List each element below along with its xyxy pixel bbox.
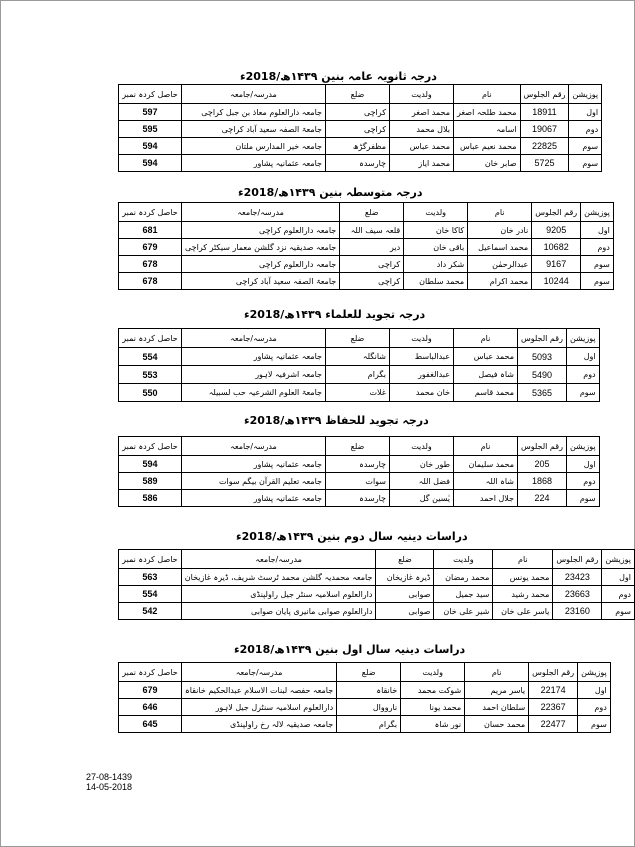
name-cell: یاسر علی خان xyxy=(493,603,553,620)
father-name-cell: بلال محمد xyxy=(390,121,454,138)
table-header-row xyxy=(119,437,600,456)
marks-cell: 645 xyxy=(119,716,182,733)
father-name-cell: محمد رمضان xyxy=(434,569,493,586)
madrasa-cell: جامعہ دارالعلوم کراچی xyxy=(182,256,340,273)
father-name-cell: عبدالغفور xyxy=(390,366,454,384)
position-cell: دوم xyxy=(566,473,599,490)
name-cell: محمد عباس xyxy=(454,348,518,366)
district-cell: کراچی xyxy=(326,104,390,121)
header-father-name: ولدیت xyxy=(434,550,493,569)
roll-number-cell: 18911 xyxy=(520,104,569,121)
roll-number-cell: 10682 xyxy=(532,239,581,256)
table-row xyxy=(119,699,611,716)
madrasa-cell: جامعہ عثمانیہ پشاور xyxy=(182,490,326,507)
position-cell: اول xyxy=(578,682,611,699)
header-district: ضلع xyxy=(376,550,434,569)
marks-cell: 586 xyxy=(119,490,182,507)
header-father-name: ولدیت xyxy=(390,437,454,456)
table-row xyxy=(119,138,602,155)
header-name: نام xyxy=(454,437,518,456)
table-row xyxy=(119,366,600,384)
header-marks: حاصل کردہ نمبر xyxy=(119,203,182,222)
marks-cell: 594 xyxy=(119,155,182,172)
table-row xyxy=(119,456,600,473)
header-father-name: ولدیت xyxy=(390,85,454,104)
header-position: پوزیشن xyxy=(578,663,611,682)
roll-number-cell: 205 xyxy=(518,456,567,473)
district-cell: سوات xyxy=(326,473,390,490)
results-table xyxy=(118,549,635,620)
footer-date-gregorian: 14-05-2018 xyxy=(86,782,133,792)
position-cell: اول xyxy=(581,222,614,239)
header-father-name: ولدیت xyxy=(390,329,454,348)
name-cell: صابر خان xyxy=(454,155,521,172)
district-cell: چارسدہ xyxy=(326,490,390,507)
header-name: نام xyxy=(493,550,553,569)
father-name-cell: کاکا خان xyxy=(404,222,468,239)
position-cell: دوم xyxy=(581,239,614,256)
header-madrasa: مدرسہ/جامعہ xyxy=(182,437,326,456)
footer-date-hijri: 27-08-1439 xyxy=(86,772,133,782)
position-cell: دوم xyxy=(566,366,599,384)
section-title: دراسات دینیہ سال اول بنین ۱۴۳۹ھ/2018ء xyxy=(234,643,466,656)
header-position: پوزیشن xyxy=(566,329,599,348)
position-cell: اول xyxy=(569,104,602,121)
header-name: نام xyxy=(454,85,521,104)
header-roll-number: رقم الجلوس xyxy=(553,550,602,569)
madrasa-cell: جامعہ دارالعلوم معاذ بن جبل کراچی xyxy=(182,104,326,121)
district-cell: خانقاہ xyxy=(337,682,401,699)
district-cell: صوابی xyxy=(376,586,434,603)
father-name-cell: محمد عباس xyxy=(390,138,454,155)
father-name-cell: فضل اللہ xyxy=(390,473,454,490)
district-cell: کراچی xyxy=(340,273,404,290)
header-name: نام xyxy=(454,329,518,348)
header-roll-number: رقم الجلوس xyxy=(518,329,567,348)
roll-number-cell: 5725 xyxy=(520,155,569,172)
madrasa-cell: جامعہ تعلیم القرآن بیگم سوات xyxy=(182,473,326,490)
father-name-cell: عبدالباسط xyxy=(390,348,454,366)
header-position: پوزیشن xyxy=(566,437,599,456)
madrasa-cell: دارالعلوم صوابی مانیری پایان صوابی xyxy=(181,603,376,620)
header-father-name: ولدیت xyxy=(404,203,468,222)
table-header-row xyxy=(119,663,611,682)
district-cell: دیر xyxy=(340,239,404,256)
results-table xyxy=(118,328,600,402)
father-name-cell: سید جمیل xyxy=(434,586,493,603)
father-name-cell: طور خان xyxy=(390,456,454,473)
position-cell: سوم xyxy=(602,603,635,620)
position-cell: اول xyxy=(566,348,599,366)
madrasa-cell: جامعہ اشرفیہ لاہور xyxy=(182,366,326,384)
marks-cell: 542 xyxy=(119,603,182,620)
roll-number-cell: 23423 xyxy=(553,569,602,586)
marks-cell: 550 xyxy=(119,384,182,402)
table-row xyxy=(119,682,611,699)
marks-cell: 681 xyxy=(119,222,182,239)
position-cell: سوم xyxy=(581,256,614,273)
table-row xyxy=(119,104,602,121)
father-name-cell: محمد اصغر xyxy=(390,104,454,121)
district-cell: بگرام xyxy=(337,716,401,733)
roll-number-cell: 23663 xyxy=(553,586,602,603)
madrasa-cell: دارالعلوم اسلامیہ سنٹر جیل راولپنڈی xyxy=(181,586,376,603)
header-madrasa: مدرسہ/جامعہ xyxy=(181,550,376,569)
district-cell: چارسدہ xyxy=(326,456,390,473)
header-madrasa: مدرسہ/جامعہ xyxy=(182,85,326,104)
position-cell: دوم xyxy=(569,121,602,138)
table-row xyxy=(119,222,614,239)
position-cell: سوم xyxy=(569,155,602,172)
roll-number-cell: 9205 xyxy=(532,222,581,239)
header-district: ضلع xyxy=(337,663,401,682)
madrasa-cell: جامعۃ الصفہ سعید آباد کراچی xyxy=(182,273,340,290)
marks-cell: 553 xyxy=(119,366,182,384)
position-cell: دوم xyxy=(602,586,635,603)
father-name-cell: محمد ایاز xyxy=(390,155,454,172)
position-cell: سوم xyxy=(566,490,599,507)
roll-number-cell: 5093 xyxy=(518,348,567,366)
header-position: پوزیشن xyxy=(569,85,602,104)
table-row xyxy=(119,603,635,620)
header-name: نام xyxy=(468,203,532,222)
header-position: پوزیشن xyxy=(581,203,614,222)
header-marks: حاصل کردہ نمبر xyxy=(119,329,182,348)
name-cell: عبدالرحمٰن xyxy=(468,256,532,273)
position-cell: اول xyxy=(566,456,599,473)
father-name-cell: باقی خان xyxy=(404,239,468,256)
madrasa-cell: جامعہ حفصہ لبنات الاسلام عبدالحکیم خانقاہ xyxy=(182,682,337,699)
roll-number-cell: 1868 xyxy=(518,473,567,490)
name-cell: سلطان احمد xyxy=(465,699,529,716)
father-name-cell: شیر علی خان xyxy=(434,603,493,620)
header-position: پوزیشن xyxy=(602,550,635,569)
district-cell: قلعہ سیف اللہ xyxy=(340,222,404,239)
name-cell: جلال احمد xyxy=(454,490,518,507)
table-header-row xyxy=(119,203,614,222)
table-row xyxy=(119,569,635,586)
results-table xyxy=(118,662,611,733)
table-header-row xyxy=(119,550,635,569)
header-district: ضلع xyxy=(326,437,390,456)
father-name-cell: محمد یونا xyxy=(401,699,465,716)
table-header-row xyxy=(119,85,602,104)
name-cell: شاہ فیصل xyxy=(454,366,518,384)
name-cell: محمد یونس xyxy=(493,569,553,586)
marks-cell: 554 xyxy=(119,586,182,603)
name-cell: محمد طلحہ اصغر xyxy=(454,104,521,121)
madrasa-cell: جامعۃ العلوم الشرعیہ حب لسبیلہ xyxy=(182,384,326,402)
name-cell: محمد حسان xyxy=(465,716,529,733)
marks-cell: 589 xyxy=(119,473,182,490)
madrasa-cell: جامعہ عثمانیہ پشاور xyxy=(182,155,326,172)
name-cell: محمد رشید xyxy=(493,586,553,603)
madrasa-cell: جامعہ خیر المدارس ملتان xyxy=(182,138,326,155)
table-row xyxy=(119,490,600,507)
header-roll-number: رقم الجلوس xyxy=(520,85,569,104)
father-name-cell: یٰسین گل xyxy=(390,490,454,507)
name-cell: شاہ اللہ xyxy=(454,473,518,490)
table-row xyxy=(119,348,600,366)
district-cell: کراچی xyxy=(340,256,404,273)
father-name-cell: شکر داد xyxy=(404,256,468,273)
roll-number-cell: 10244 xyxy=(532,273,581,290)
name-cell: محمد نعیم عباس xyxy=(454,138,521,155)
roll-number-cell: 5365 xyxy=(518,384,567,402)
section-title: دراسات دینیہ سال دوم بنین ۱۴۳۹ھ/2018ء xyxy=(236,530,468,543)
madrasa-cell: جامعہ صدیقیہ نزد گلشن معمار سیکٹر کراچی xyxy=(182,239,340,256)
marks-cell: 678 xyxy=(119,273,182,290)
table-row xyxy=(119,586,635,603)
header-roll-number: رقم الجلوس xyxy=(518,437,567,456)
table-row xyxy=(119,155,602,172)
roll-number-cell: 9167 xyxy=(532,256,581,273)
table-row xyxy=(119,716,611,733)
madrasa-cell: دارالعلوم اسلامیہ سنٹرل جیل لاہور xyxy=(182,699,337,716)
name-cell: محمد اکرام xyxy=(468,273,532,290)
district-cell: بگرام xyxy=(326,366,390,384)
district-cell: کراچی xyxy=(326,121,390,138)
name-cell: محمد اسماعیل xyxy=(468,239,532,256)
position-cell: سوم xyxy=(578,716,611,733)
table-row xyxy=(119,239,614,256)
position-cell: سوم xyxy=(569,138,602,155)
father-name-cell: نور شاہ xyxy=(401,716,465,733)
madrasa-cell: جامعہ صدیقیہ لالہ رخ راولپنڈی xyxy=(182,716,337,733)
header-marks: حاصل کردہ نمبر xyxy=(119,663,182,682)
madrasa-cell: جامعہ عثمانیہ پشاور xyxy=(182,456,326,473)
madrasa-cell: جامعہ دارالعلوم کراچی xyxy=(182,222,340,239)
position-cell: سوم xyxy=(581,273,614,290)
marks-cell: 646 xyxy=(119,699,182,716)
results-table xyxy=(118,436,600,507)
name-cell: نادر خان xyxy=(468,222,532,239)
marks-cell: 563 xyxy=(119,569,182,586)
marks-cell: 679 xyxy=(119,239,182,256)
header-roll-number: رقم الجلوس xyxy=(532,203,581,222)
roll-number-cell: 22367 xyxy=(529,699,578,716)
roll-number-cell: 22477 xyxy=(529,716,578,733)
header-marks: حاصل کردہ نمبر xyxy=(119,437,182,456)
header-marks: حاصل کردہ نمبر xyxy=(119,85,182,104)
header-district: ضلع xyxy=(340,203,404,222)
roll-number-cell: 19067 xyxy=(520,121,569,138)
district-cell: ڈیرہ غازیخان xyxy=(376,569,434,586)
madrasa-cell: جامعہ عثمانیہ پشاور xyxy=(182,348,326,366)
name-cell: محمد قاسم xyxy=(454,384,518,402)
table-row xyxy=(119,121,602,138)
father-name-cell: شوکت محمد xyxy=(401,682,465,699)
madrasa-cell: جامعۃ الصفہ سعید آباد کراچی xyxy=(182,121,326,138)
roll-number-cell: 224 xyxy=(518,490,567,507)
table-row xyxy=(119,384,600,402)
marks-cell: 678 xyxy=(119,256,182,273)
district-cell: غلات xyxy=(326,384,390,402)
table-row xyxy=(119,473,600,490)
marks-cell: 597 xyxy=(119,104,182,121)
marks-cell: 594 xyxy=(119,138,182,155)
name-cell: محمد سلیمان xyxy=(454,456,518,473)
roll-number-cell: 5490 xyxy=(518,366,567,384)
table-row xyxy=(119,273,614,290)
header-district: ضلع xyxy=(326,85,390,104)
marks-cell: 595 xyxy=(119,121,182,138)
table-header-row xyxy=(119,329,600,348)
marks-cell: 594 xyxy=(119,456,182,473)
section-title: درجہ تجوید للحفاظ ۱۴۳۹ھ/2018ء xyxy=(244,414,429,427)
madrasa-cell: جامعہ محمدیہ گلشن محمد ٹرسٹ شریف، ڈیرہ غازیخان xyxy=(181,569,376,586)
position-cell: دوم xyxy=(578,699,611,716)
position-cell: اول xyxy=(602,569,635,586)
results-table xyxy=(118,202,614,290)
header-madrasa: مدرسہ/جامعہ xyxy=(182,329,326,348)
marks-cell: 679 xyxy=(119,682,182,699)
position-cell: سوم xyxy=(566,384,599,402)
district-cell: صوابی xyxy=(376,603,434,620)
header-name: نام xyxy=(465,663,529,682)
district-cell: شانگلہ xyxy=(326,348,390,366)
district-cell: چارسدہ xyxy=(326,155,390,172)
name-cell: یاسر مریم xyxy=(465,682,529,699)
marks-cell: 554 xyxy=(119,348,182,366)
header-father-name: ولدیت xyxy=(401,663,465,682)
table-row xyxy=(119,256,614,273)
header-madrasa: مدرسہ/جامعہ xyxy=(182,663,337,682)
section-title: درجہ تجوید للعلماء ۱۴۳۹ھ/2018ء xyxy=(244,308,426,321)
district-cell: مظفرگڑھ xyxy=(326,138,390,155)
father-name-cell: محمد سلطان xyxy=(404,273,468,290)
header-madrasa: مدرسہ/جامعہ xyxy=(182,203,340,222)
header-district: ضلع xyxy=(326,329,390,348)
section-title: درجہ ثانویہ عامہ بنین ۱۴۳۹ھ/2018ء xyxy=(240,70,437,83)
father-name-cell: خان محمد xyxy=(390,384,454,402)
roll-number-cell: 22825 xyxy=(520,138,569,155)
results-table xyxy=(118,84,602,172)
header-marks: حاصل کردہ نمبر xyxy=(119,550,182,569)
section-title: درجہ متوسطہ بنین ۱۴۳۹ھ/2018ء xyxy=(238,186,423,199)
roll-number-cell: 23160 xyxy=(553,603,602,620)
roll-number-cell: 22174 xyxy=(529,682,578,699)
header-roll-number: رقم الجلوس xyxy=(529,663,578,682)
district-cell: نارووال xyxy=(337,699,401,716)
name-cell: اسامہ xyxy=(454,121,521,138)
